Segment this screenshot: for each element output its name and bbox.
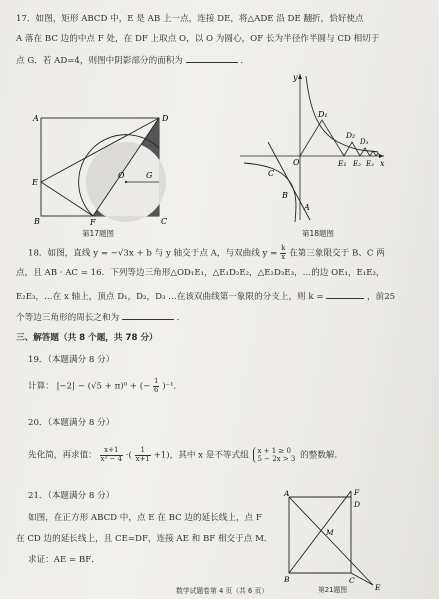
q17-line-3-text: 点 G．若 AD=4，则图中阴影部分的面积为 xyxy=(16,56,183,66)
q19-expr-a: |−2| − (√5 + π)⁰ + (− xyxy=(56,381,151,392)
q21-label-d: D xyxy=(354,500,361,509)
q19-calc-label: 计算： xyxy=(28,381,54,392)
q18-figure-caption: 第18题图 xyxy=(302,229,335,238)
q18-line-4 xyxy=(16,311,185,324)
q18-line-2: 点，且 AB · AC = 16．下列等边三角形△OD₁E₁，△E₁D₂E₂，△E₂D₃E₃，…的边 OE₁，E₁E₂， xyxy=(16,268,385,278)
q18-line-4-text: 个等边三角形的周长之和为 xyxy=(16,313,120,323)
q18-line-1-b: 在第三象限交于 B、C 两 xyxy=(289,248,385,259)
q20-fraction-1 xyxy=(100,447,124,463)
q18-line-1-a: 18．如图，直线 y = −√3x + b 与 y 轴交于点 A，与双曲线 y = xyxy=(28,248,278,259)
q21-label-m: M xyxy=(326,528,334,537)
q18-sum-blank xyxy=(122,311,174,320)
q21-line-3: 求证：AE = BF． xyxy=(28,555,100,565)
q17-label-g: G xyxy=(146,171,153,180)
q18-label-e2: E₂ xyxy=(353,160,361,168)
q19-frac-num: 1 xyxy=(154,377,159,385)
q17-answer-blank xyxy=(186,54,238,63)
q20-lead: 先化简，再求值： xyxy=(28,450,97,461)
q18-label-d2: D₂ xyxy=(346,131,356,140)
q18-label-y: y xyxy=(293,73,298,82)
q21-line-1: 如图，在正方形 ABCD 中，点 E 在 BC 边的延长线上，点 F xyxy=(28,513,262,523)
q17-line-1: 17．如图，矩形 ABCD 中，E 是 AB 上一点，连接 DE，将△ADE 沿 DE 翻折，恰好使点 xyxy=(16,14,364,24)
q18-label-c: C xyxy=(268,169,275,178)
q19-title: 19．（本题满分 8 分） xyxy=(28,355,115,365)
q17-line-3-end: ． xyxy=(240,56,250,66)
q17-label-d: D xyxy=(162,114,169,123)
q21-title: 21．（本题满分 8 分） xyxy=(28,491,115,501)
q19-frac-den: 6 xyxy=(154,385,159,394)
q17-label-f: F xyxy=(90,218,96,227)
q18-label-d3: D₃ xyxy=(360,138,369,146)
q18-line-1 xyxy=(28,245,385,261)
q19-expr-b: )⁻¹． xyxy=(162,381,183,392)
q18-frac-den: x xyxy=(281,252,286,261)
q18-line-3-text: E₂E₃，…在 x 轴上，顶点 D₁，D₂，D₃ …在该双曲线第一象限的分支上，则 k = xyxy=(16,292,324,302)
q18-label-d1: D₁ xyxy=(318,110,328,119)
q20-f2-num: 1 xyxy=(135,447,151,456)
q18-label-x: x xyxy=(380,159,385,168)
q17-line-2: A 落在 BC 边的中点 F 处，在 DF 上取点 O，以 O 为圆心，OF 长为半径作半圆与 CD 相切于 xyxy=(16,34,380,44)
q18-figure xyxy=(238,70,388,230)
q18-fraction xyxy=(280,245,286,261)
q20-f1-den: x² − 4 xyxy=(100,454,123,463)
q18-label-e1: E₁ xyxy=(338,159,347,168)
q21-figure-caption: 第21题图 xyxy=(318,586,348,594)
q18-line-3 xyxy=(16,290,395,303)
q17-figure-caption: 第17题图 xyxy=(82,229,115,238)
q20-f1-num: x+1 xyxy=(100,447,124,456)
q18-line-4-end: ． xyxy=(176,313,186,323)
q17-label-e: E xyxy=(32,178,38,187)
q20-ineq-1: x + 1 ≥ 0 xyxy=(257,447,291,455)
q17-label-b: B xyxy=(34,217,40,226)
q17-label-c: C xyxy=(161,217,168,226)
q21-label-a: A xyxy=(284,489,290,498)
q17-label-o: O xyxy=(118,171,125,180)
q20-expression xyxy=(28,447,343,463)
page-footer: 数学试题卷第 4 页（共 6 页） xyxy=(176,587,269,595)
q19-expression xyxy=(28,378,182,394)
q21-line-2: 在 CD 边的延长线上，且 CE=DF，连接 AE 和 BF 相交于点 M． xyxy=(16,534,273,544)
q20-tail: 的整数解． xyxy=(300,450,344,461)
q21-figure xyxy=(283,487,393,592)
q20-after: +1)，其中 x 是不等式组 xyxy=(153,450,249,461)
q21-label-e: E xyxy=(375,583,381,592)
q18-label-b: B xyxy=(282,191,288,200)
q17-figure xyxy=(30,112,170,227)
q18-frac-num: k xyxy=(281,244,286,252)
q21-label-c: C xyxy=(349,576,355,585)
q21-label-b: B xyxy=(284,575,290,584)
q21-label-f: F xyxy=(354,488,360,497)
q20-inequality-system xyxy=(253,447,295,463)
q18-label-a: A xyxy=(304,203,310,212)
q20-f2-den: x+1 xyxy=(135,454,150,463)
q20-mid: ·( xyxy=(125,450,132,461)
q18-line-3-end: ，前25 xyxy=(367,292,396,302)
q20-fraction-2 xyxy=(135,447,151,463)
q20-ineq-2: 5 − 2x > 3 xyxy=(257,455,296,463)
q18-k-blank xyxy=(326,290,364,299)
q17-label-a: A xyxy=(33,114,39,123)
q18-label-o: O xyxy=(293,158,300,167)
q20-title: 20．（本题满分 8 分） xyxy=(28,418,115,428)
q18-label-e3: E₃ xyxy=(366,160,374,168)
q19-fraction xyxy=(153,378,159,394)
section-3-heading: 三、解答题（共 8 个题，共 78 分） xyxy=(16,333,158,343)
q17-line-3 xyxy=(16,54,249,67)
